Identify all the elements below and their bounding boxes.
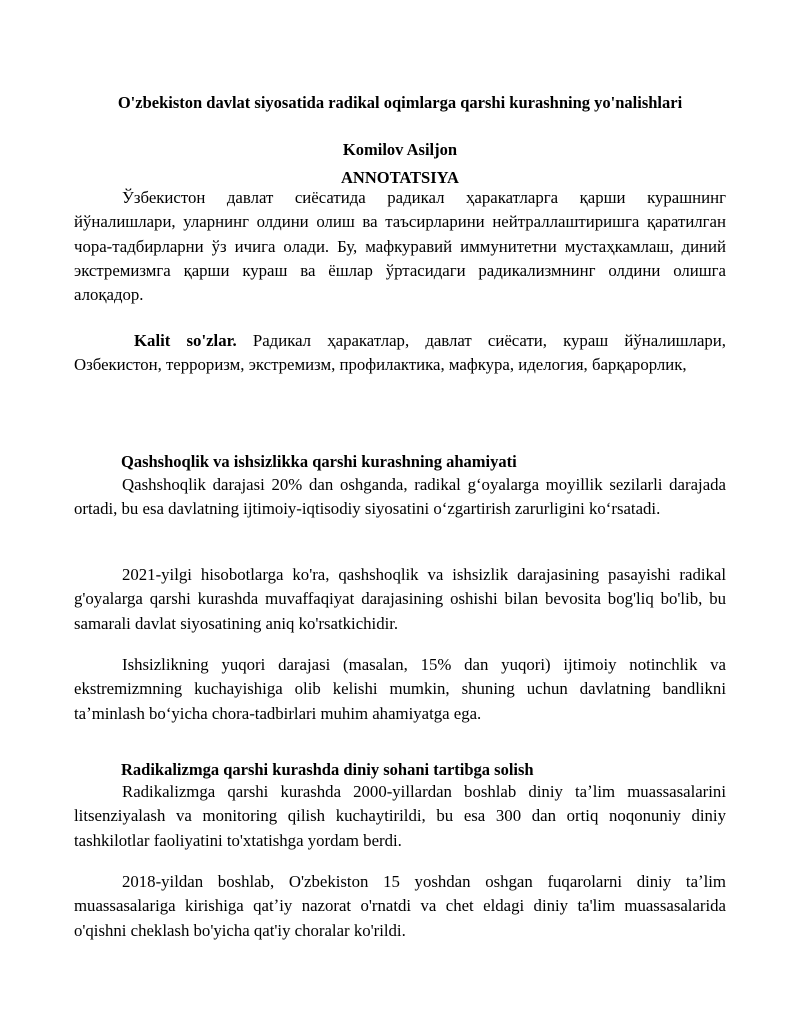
keywords-label: Kalit so'zlar. <box>134 331 237 350</box>
paragraph: Qashshoqlik darajasi 20% dan oshganda, radikal gʻoyalarga moyillik sezilarli darajada ortadi, bu esa davlatning ijtimoiy-iqtisodiy siyosatini oʻzgartirish zarurligini koʻrsatadi. <box>74 475 726 519</box>
paragraph: Ishsizlikning yuqori darajasi (masalan, 15% dan yuqori) ijtimoiy notinchlik va ekstremizmning kuchayishiga olib kelishi mumkin, shuning uchun davlatning bandlikni taʼminlash boʻyicha chora-tadbirlari muhim ahamiyatga ega. <box>74 655 726 723</box>
annotation-paragraph: Ўзбекистон давлат сиёсатида радикал ҳаракатларга қарши курашнинг йўналишлари, уларнинг олдини олиш ва таъсирларини нейтраллаштиришга қаратилган чора-тадбирларни ўз ичига олади. Бу, мафкуравий иммунитетни мустаҳкамлаш, диний экстремизмга қарши кураш ва ёшлар ўртасидаги радикализмнинг олдини олишга алоқадор. <box>74 188 726 305</box>
annotation-heading: ANNOTATSIYA <box>341 168 459 187</box>
paragraph: 2018-yildan boshlab, O'zbekiston 15 yoshdan oshgan fuqarolarni diniy taʼlim muassasalariga kirishiga qatʼiy nazorat o'rnatdi va chet eldagi diniy ta'lim muassasalarida o'qishni cheklash bo'yicha qat'iy choralar ko'rildi. <box>74 872 726 940</box>
section-heading-poverty: Qashshoqlik va ishsizlikka qarshi kurashning ahamiyati <box>121 452 517 471</box>
author-name: Komilov Asiljon <box>342 140 458 159</box>
keywords-text: Радикал ҳаракатлар, давлат сиёсати, кураш йўналишлари, Озбекистон, терроризм, экстремизм, профилактика, мафкура, иделогия, барқарорлик, <box>74 331 726 375</box>
paragraph: 2021-yilgi hisobotlarga ko'ra, qashshoqlik va ishsizlik darajasining pasayishi radikal g'oyalarga qarshi kurashda muvaffaqiyat darajasining oshishi bilan bevosita bog'liq bo'lib, bu samarali davlat siyosatining aniq ko'rsatkichidir. <box>74 565 726 633</box>
section-heading-religion: Radikalizmga qarshi kurashda diniy sohani tartibga solish <box>121 760 534 779</box>
paragraph: Radikalizmga qarshi kurashda 2000-yillardan boshlab diniy taʼlim muassasalarini litsenziyalash va monitoring qilish kuchaytirildi, bu esa 300 dan ortiq noqonuniy diniy tashkilotlar faoliyatini to'xtatishga yordam berdi. <box>74 782 726 850</box>
document-title: O'zbekiston davlat siyosatida radikal oqimlarga qarshi kurashning yo'nalishlari <box>117 93 683 112</box>
keywords-paragraph <box>74 329 726 378</box>
